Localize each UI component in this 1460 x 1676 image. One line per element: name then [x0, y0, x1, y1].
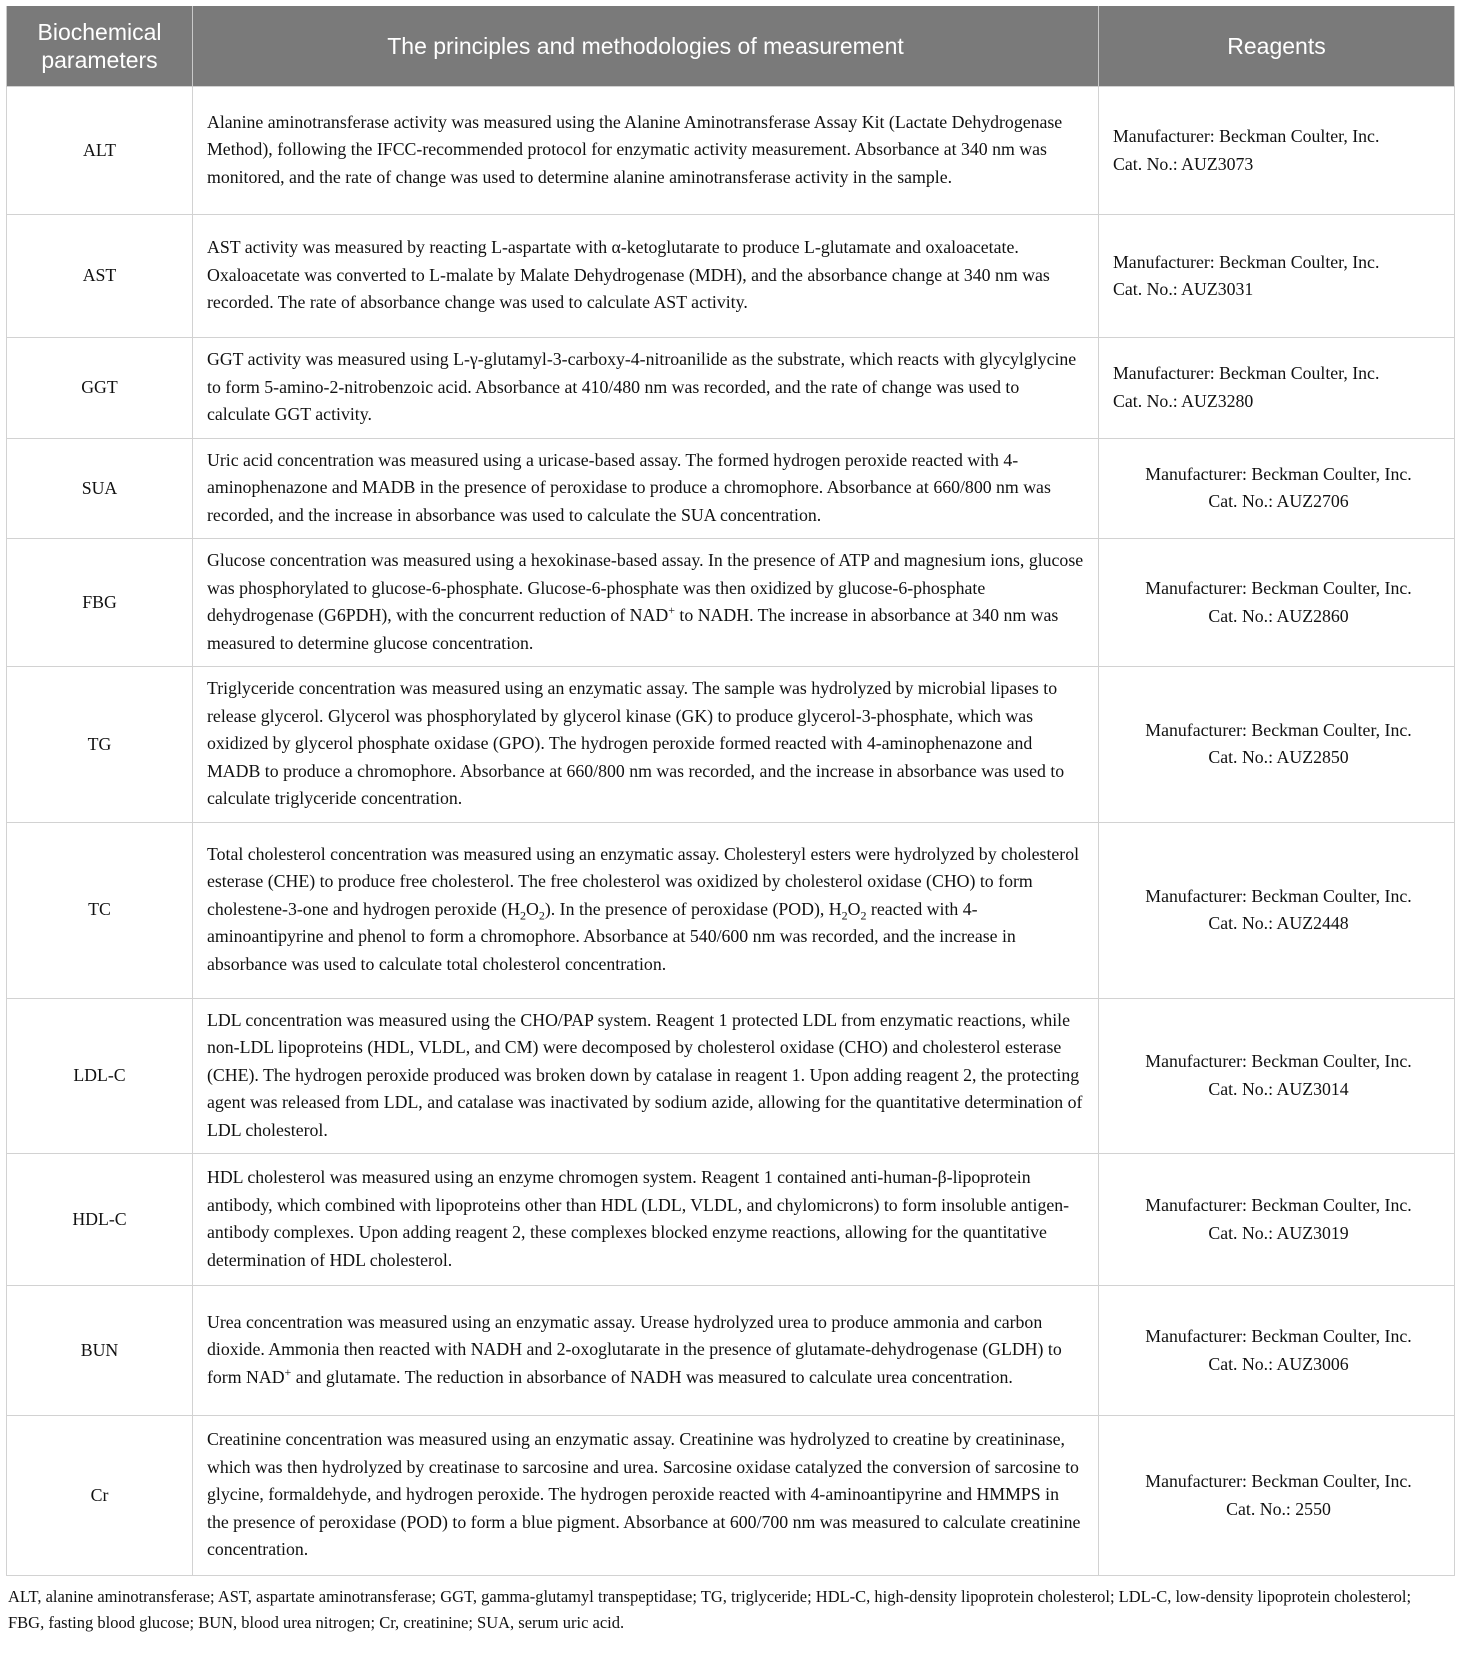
superscript-plus: +: [284, 1364, 292, 1379]
method-text: reacted with 4-aminoantipyrine and phenol to form a chromophore. Absorbance at 540/600 nm was recorded, and the increase in absorbance was used to calculate total cholesterol concentration.: [207, 898, 1016, 974]
reagent-cell: [1099, 338, 1455, 439]
table-figure: [6, 6, 1454, 1636]
table-row: [7, 215, 1455, 338]
table-header-row: [7, 6, 1455, 87]
header-principles: The principles and methodologies of measurement: [193, 6, 1099, 87]
reagent-cell: [1099, 1154, 1455, 1286]
reagent-cell: [1099, 438, 1455, 539]
catalog-number: Cat. No.: AUZ2860: [1208, 605, 1349, 626]
catalog-number: Cat. No.: AUZ3031: [1113, 279, 1254, 299]
method-text: Glucose concentration was measured using a hexokinase-based assay. In the presence of ATP and magnesium ions, glucose was phosphorylated to glucose-6-phosphate. Glucose-6-phosphate was then oxidized by glucose-6-phosphate dehydrogenase (G6PDH), with the concurrent reduction of NAD: [207, 550, 1084, 625]
catalog-number: Cat. No.: AUZ3019: [1208, 1222, 1349, 1243]
parameter-cell: SUA: [7, 438, 193, 539]
reagent-cell: [1099, 822, 1455, 998]
method-cell: Alanine aminotransferase activity was measured using the Alanine Aminotransferase Assay Kit (Lactate Dehydrogenase Method), following the IFCC-recommended protocol for enzymatic activity measurement. Absorbance at 340 nm was monitored, and the rate of change was used to determine alanine aminotransferase activity in the sample.: [193, 87, 1099, 215]
table-row: [7, 539, 1455, 667]
reagent-cell: [1099, 215, 1455, 338]
reagent-cell: [1099, 998, 1455, 1154]
method-cell: [193, 1286, 1099, 1416]
reagent-cell: [1099, 1416, 1455, 1576]
table-footnote: ALT, alanine aminotransferase; AST, aspartate aminotransferase; GGT, gamma-glutamyl transpeptidase; TG, triglyceride; HDL-C, high-density lipoprotein cholesterol; LDL-C, low-density lipoprotein cholesterol; FBG, fasting blood glucose; BUN, blood urea nitrogen; Cr, creatinine; SUA, serum uric acid.: [8, 1587, 1412, 1632]
method-text: Urea concentration was measured using an enzymatic assay. Urease hydrolyzed urea to produce ammonia and carbon dioxide. Ammonia then reacted with NADH and 2-oxoglutarate in the presence of glutamate-dehydrogenase (GLDH) to form NAD: [207, 1311, 1062, 1387]
manufacturer-text: Manufacturer: Beckman Coulter, Inc.: [1145, 1195, 1412, 1215]
parameter-cell: FBG: [7, 539, 193, 667]
catalog-number: Cat. No.: AUZ3014: [1208, 1078, 1349, 1099]
manufacturer-text: Manufacturer: Beckman Coulter, Inc.: [1145, 578, 1412, 598]
method-cell: Triglyceride concentration was measured using an enzymatic assay. The sample was hydrolyzed by microbial lipases to release glycerol. Glycerol was phosphorylated by glycerol kinase (GK) to produce glycerol-3-phosphate, which was oxidized by glycerol phosphate oxidase (GPO). The hydrogen peroxide formed reacted with 4-aminophenazone and MADB to produce a chromophore. Absorbance at 660/800 nm was recorded, and the increase in absorbance was used to calculate triglyceride concentration.: [193, 667, 1099, 823]
parameter-cell: ALT: [7, 87, 193, 215]
subscript: 2: [841, 908, 848, 923]
catalog-number: Cat. No.: AUZ2448: [1208, 913, 1349, 933]
table-row: [7, 1286, 1455, 1416]
catalog-number: Cat. No.: AUZ3073: [1113, 153, 1254, 174]
manufacturer-text: Manufacturer: Beckman Coulter, Inc.: [1145, 719, 1412, 740]
header-biochemical-parameters: Biochemical parameters: [7, 6, 193, 87]
manufacturer-text: Manufacturer: Beckman Coulter, Inc.: [1145, 1471, 1412, 1491]
table-row: [7, 87, 1455, 215]
method-text: O: [526, 898, 539, 919]
method-cell: HDL cholesterol was measured using an enzyme chromogen system. Reagent 1 contained anti-human-β-lipoprotein antibody, which combined with lipoproteins other than HDL (LDL, VLDL, and chylomicrons) to form insoluble antigen-antibody complexes. Upon adding reagent 2, these complexes blocked enzyme reactions, allowing for the quantitative determination of HDL cholesterol.: [193, 1154, 1099, 1286]
table-row: [7, 1416, 1455, 1576]
method-text: and glutamate. The reduction in absorbance of NADH was measured to calculate urea concentration.: [291, 1366, 1013, 1387]
method-cell: Uric acid concentration was measured using a uricase-based assay. The formed hydrogen peroxide reacted with 4-aminophenazone and MADB in the presence of peroxidase to produce a chromophore. Absorbance at 660/800 nm was recorded, and the increase in absorbance was used to calculate the SUA concentration.: [193, 438, 1099, 539]
header-reagents: Reagents: [1099, 6, 1455, 87]
parameter-cell: TG: [7, 667, 193, 823]
catalog-number: Cat. No.: AUZ3280: [1113, 390, 1254, 411]
table-row: [7, 667, 1455, 823]
catalog-number: Cat. No.: 2550: [1226, 1498, 1331, 1519]
method-cell: [193, 822, 1099, 998]
manufacturer-text: Manufacturer: Beckman Coulter, Inc.: [1145, 885, 1412, 906]
superscript-plus: +: [668, 603, 675, 618]
method-text: ). In the presence of peroxidase (POD), H: [544, 898, 842, 919]
method-text: to NADH. The increase in absorbance at 340 nm was measured to determine glucose concentration.: [207, 605, 1059, 653]
parameter-cell: BUN: [7, 1286, 193, 1416]
table-row: [7, 338, 1455, 439]
table-row: [7, 998, 1455, 1154]
catalog-number: Cat. No.: AUZ2850: [1208, 747, 1349, 768]
table-row: [7, 438, 1455, 539]
parameter-cell: HDL-C: [7, 1154, 193, 1286]
method-cell: Creatinine concentration was measured using an enzymatic assay. Creatinine was hydrolyzed to creatine by creatininase, which was then hydrolyzed by creatinase to sarcosine and urea. Sarcosine oxidase catalyzed the conversion of sarcosine to glycine, formaldehyde, and hydrogen peroxide. The hydrogen peroxide reacted with 4-aminoantipyrine and HMMPS in the presence of peroxidase (POD) to form a blue pigment. Absorbance at 600/700 nm was measured to calculate creatinine concentration.: [193, 1416, 1099, 1576]
catalog-number: Cat. No.: AUZ3006: [1208, 1353, 1349, 1374]
parameter-cell: LDL-C: [7, 998, 193, 1154]
method-text: O: [847, 898, 861, 919]
manufacturer-text: Manufacturer: Beckman Coulter, Inc.: [1113, 126, 1380, 146]
parameter-cell: TC: [7, 822, 193, 998]
subscript: 2: [860, 908, 867, 923]
manufacturer-text: Manufacturer: Beckman Coulter, Inc.: [1113, 251, 1380, 272]
parameter-cell: AST: [7, 215, 193, 338]
method-text: Total cholesterol concentration was measured using an enzymatic assay. Cholesteryl esters were hydrolyzed by cholesterol esterase (CHE) to produce free cholesterol. The free cholesterol was oxidized by cholesterol oxidase (CHO) to form cholestene-3-one and hydrogen peroxide (H: [207, 843, 1080, 919]
manufacturer-text: Manufacturer: Beckman Coulter, Inc.: [1145, 1051, 1412, 1072]
manufacturer-text: Manufacturer: Beckman Coulter, Inc.: [1113, 363, 1380, 384]
reagent-cell: [1099, 539, 1455, 667]
method-cell: GGT activity was measured using L-γ-glutamyl-3-carboxy-4-nitroanilide as the substrate, which reacts with glycylglycine to form 5-amino-2-nitrobenzoic acid. Absorbance at 410/480 nm was recorded, and the rate of change was used to calculate GGT activity.: [193, 338, 1099, 439]
table-row: [7, 1154, 1455, 1286]
reagent-cell: [1099, 87, 1455, 215]
reagent-cell: [1099, 667, 1455, 823]
parameter-cell: Cr: [7, 1416, 193, 1576]
method-cell: LDL concentration was measured using the CHO/PAP system. Reagent 1 protected LDL from enzymatic reactions, while non-LDL lipoproteins (HDL, VLDL, and CM) were decomposed by cholesterol oxidase (CHO) and cholesterol esterase (CHE). The hydrogen peroxide produced was broken down by catalase in reagent 1. Upon adding reagent 2, the protecting agent was released from LDL, and catalase was inactivated by sodium azide, allowing for the quantitative determination of LDL cholesterol.: [193, 998, 1099, 1154]
method-cell: [193, 539, 1099, 667]
biochemical-parameters-table: [6, 6, 1455, 1576]
manufacturer-text: Manufacturer: Beckman Coulter, Inc.: [1145, 463, 1412, 484]
manufacturer-text: Manufacturer: Beckman Coulter, Inc.: [1145, 1326, 1412, 1346]
method-cell: AST activity was measured by reacting L-aspartate with α-ketoglutarate to produce L-glutamate and oxaloacetate. Oxaloacetate was converted to L-malate by Malate Dehydrogenase (MDH), and the absorbance change at 340 nm was recorded. The rate of absorbance change was used to calculate AST activity.: [193, 215, 1099, 338]
parameter-cell: GGT: [7, 338, 193, 439]
reagent-cell: [1099, 1286, 1455, 1416]
table-row: [7, 822, 1455, 998]
subscript: 2: [520, 908, 527, 923]
catalog-number: Cat. No.: AUZ2706: [1208, 491, 1349, 512]
subscript: 2: [538, 908, 545, 923]
